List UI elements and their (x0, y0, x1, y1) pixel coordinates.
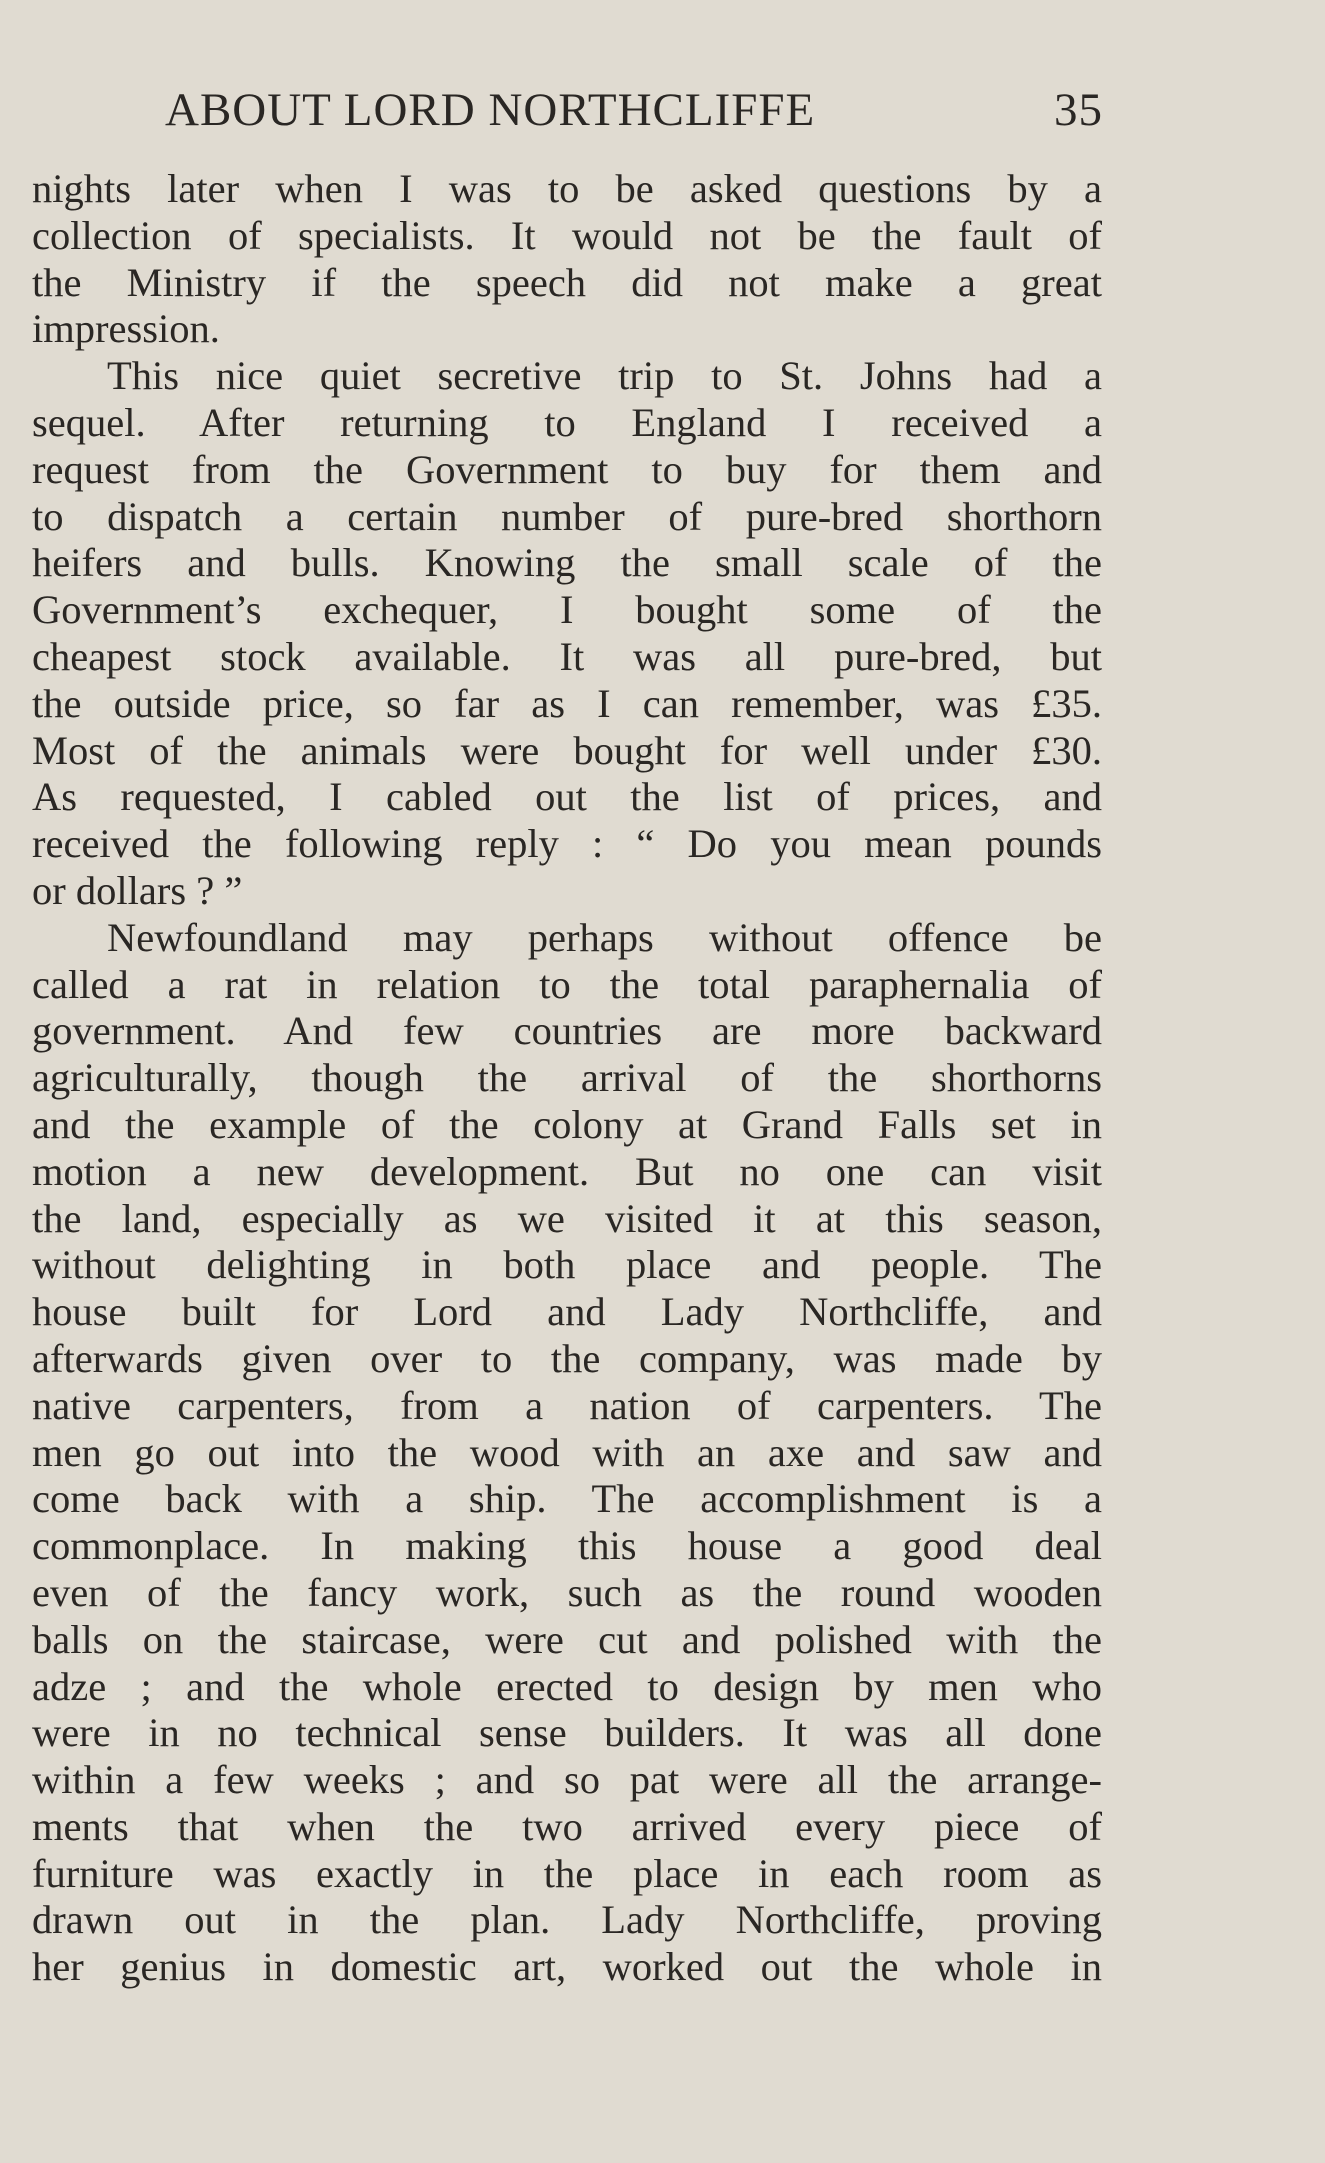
text-line: native carpenters, from a nation of carpenters. The (32, 1382, 1102, 1428)
text-line: agriculturally, though the arrival of the shorthorns (32, 1055, 1102, 1101)
text-line: come back with a ship. The accomplishment is a (32, 1476, 1102, 1522)
text-line: impression. (32, 306, 220, 352)
text-line: or dollars ? ” (32, 867, 243, 913)
text-line: request from the Government to buy for them and (32, 446, 1102, 492)
text-line: men go out into the wood with an axe and saw and (32, 1429, 1102, 1475)
text-line: even of the fancy work, such as the round wooden (32, 1569, 1102, 1615)
text-line: As requested, I cabled out the list of prices, and (32, 774, 1102, 820)
body-text (32, 166, 1102, 1991)
running-head (165, 80, 1103, 140)
text-line: without delighting in both place and people. The (32, 1242, 1102, 1288)
text-line: called a rat in relation to the total paraphernalia of (32, 961, 1102, 1007)
text-line: cheapest stock available. It was all pure-bred, but (32, 633, 1102, 679)
text-line: the Ministry if the speech did not make a great (32, 259, 1102, 305)
text-line: received the following reply : “ Do you mean pounds (32, 821, 1102, 867)
text-line: and the example of the colony at Grand Falls set in (32, 1101, 1102, 1147)
text-line: adze ; and the whole erected to design by men who (32, 1663, 1102, 1709)
text-line: within a few weeks ; and so pat were all the arrange- (32, 1757, 1102, 1803)
text-line: to dispatch a certain number of pure-bred shorthorn (32, 493, 1102, 539)
text-line: motion a new development. But no one can visit (32, 1148, 1102, 1194)
text-line: Government’s exchequer, I bought some of the (32, 587, 1102, 633)
text-line: the outside price, so far as I can remember, was £35. (32, 680, 1102, 726)
text-line: heifers and bulls. Knowing the small scale of the (32, 540, 1102, 586)
page-number: 35 (1054, 84, 1103, 136)
text-line: Newfoundland may perhaps without offence be (107, 914, 1102, 960)
text-line: nights later when I was to be asked questions by a (32, 166, 1102, 211)
text-line: were in no technical sense builders. It was all done (32, 1710, 1102, 1756)
text-line: house built for Lord and Lady Northcliffe, and (32, 1289, 1102, 1335)
text-line: collection of specialists. It would not be the fault of (32, 212, 1102, 258)
text-line: government. And few countries are more backward (32, 1008, 1102, 1054)
text-line: drawn out in the plan. Lady Northcliffe, proving (32, 1897, 1102, 1943)
text-line: commonplace. In making this house a good deal (32, 1523, 1102, 1569)
text-line: balls on the staircase, were cut and polished with the (32, 1616, 1102, 1662)
running-title: ABOUT LORD NORTHCLIFFE (165, 84, 816, 136)
text-line: sequel. After returning to England I received a (32, 399, 1102, 445)
text-line: her genius in domestic art, worked out the whole in (32, 1944, 1102, 1990)
text-line: the land, especially as we visited it at this season, (32, 1195, 1102, 1241)
text-line: This nice quiet secretive trip to St. Johns had a (107, 353, 1102, 399)
text-line: afterwards given over to the company, was made by (32, 1335, 1102, 1381)
text-line: ments that when the two arrived every piece of (32, 1803, 1102, 1849)
text-line: Most of the animals were bought for well under £30. (32, 727, 1102, 773)
text-line: furniture was exactly in the place in each room as (32, 1850, 1102, 1896)
